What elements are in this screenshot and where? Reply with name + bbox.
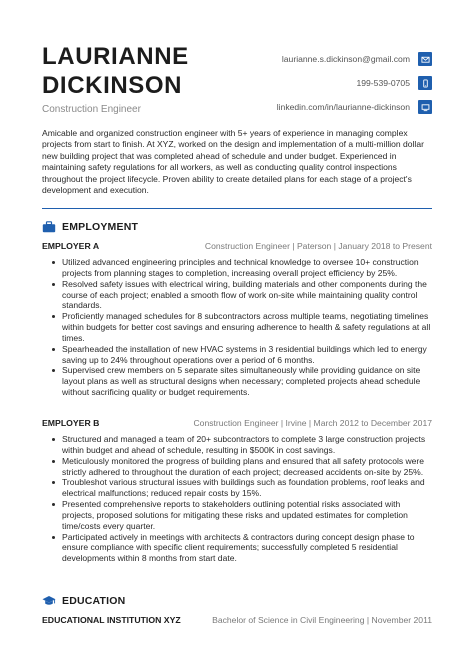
list-item: Participated actively in meetings with architects & contractors during concept design phase to ensure compliance with specific client requirements; successfully completed 5 residential developments within 8 months from start date.: [50, 532, 434, 565]
list-item: Troubleshot various structural issues with buildings such as foundation problems, roof leaks and electrical malfunctions; reduced repair costs by 15%.: [50, 477, 434, 499]
contact-phone[interactable]: [172, 76, 432, 90]
linkedin-icon: [418, 100, 432, 114]
list-item: Proficiently managed schedules for 8 subcontractors across multiple teams, negotiating timelines within budgets for better cost savings and ensuring adherence to health & safety regulations at all times.: [50, 311, 434, 344]
list-item: Supervised crew members on 5 separate sites simultaneously while providing guidance on site layout plans as well as structural designs when necessary; completed projects ahead schedule without sacrificing quality or budget requirements.: [50, 365, 434, 398]
list-item: Structured and managed a team of 20+ subcontractors to complete 3 large construction projects within budget and ahead of schedule, resulting in $500K in cost savings.: [50, 434, 434, 456]
job-row-employer-a: [42, 241, 432, 251]
list-item: Utilized advanced engineering principles and technical knowledge to oversee 10+ construction projects from planning stages to completion, increasing overall project efficiency by 25%.: [50, 257, 434, 279]
job-meta: Construction Engineer | Paterson | January 2018 to Present: [204, 241, 432, 251]
contact-linkedin[interactable]: [172, 100, 432, 114]
employment-heading: [42, 221, 138, 233]
email-text[interactable]: laurianne.s.dickinson@gmail.com: [281, 54, 410, 64]
education-title: EDUCATION: [62, 595, 126, 607]
employer-name: EMPLOYER A: [42, 241, 100, 251]
degree-meta: Bachelor of Science in Civil Engineering | November 2011: [212, 615, 432, 625]
education-row: [42, 615, 432, 625]
contact-email[interactable]: [172, 52, 432, 66]
professional-summary: Amicable and organized construction engineer with 5+ years of experience in managing complex projects from start to finish. At XYZ, worked on the design and implementation of a multi-million dollar new building project that was completed ahead of schedule and under budget. Experienced in maintaining safety regulations for all workers, as well as conducting quality control inspections throughout the project lifecycle. Proven ability to create detailed plans for each stage of a project's development and execution.: [42, 128, 424, 196]
employer-name: EMPLOYER B: [42, 418, 100, 428]
name-line-first: LAURIANNE: [42, 43, 189, 70]
job-row-employer-b: [42, 418, 432, 428]
phone-icon: [418, 76, 432, 90]
institution-name: EDUCATIONAL INSTITUTION XYZ: [42, 615, 181, 625]
employer-a-bullets: [50, 257, 434, 398]
employer-b-bullets: [50, 434, 434, 564]
candidate-name: [42, 42, 189, 100]
education-heading: [42, 595, 125, 607]
graduation-cap-icon: [42, 595, 56, 607]
employment-title: EMPLOYMENT: [62, 221, 139, 233]
section-divider: [42, 208, 432, 209]
list-item: Presented comprehensive reports to stakeholders outlining potential risks associated with projects, proposed solutions for mitigating these risks and updated estimates for completion time/costs every quarter.: [50, 499, 434, 532]
name-line-last: DICKINSON: [42, 72, 183, 99]
contact-list: [172, 52, 432, 124]
email-icon: [418, 52, 432, 66]
list-item: Spearheaded the installation of new HVAC systems in 3 residential buildings which led to energy saving up to 24% throughout operations over a period of 6 months.: [50, 344, 434, 366]
briefcase-icon: [42, 221, 56, 233]
phone-text[interactable]: 199-539-0705: [356, 78, 410, 88]
linkedin-text[interactable]: linkedin.com/in/laurianne-dickinson: [276, 102, 410, 112]
list-item: Resolved safety issues with electrical wiring, building materials and other components during the course of each project; enabled a smooth flow of work on-site while maintaining quality control standards.: [50, 279, 434, 312]
list-item: Meticulously monitored the progress of building plans and ensured that all safety protocols were strictly adhered to throughout the duration of each project; decreased accidents on-site by 25%.: [50, 456, 434, 478]
job-meta: Construction Engineer | Irvine | March 2012 to December 2017: [193, 418, 432, 428]
job-title: Construction Engineer: [42, 104, 141, 115]
